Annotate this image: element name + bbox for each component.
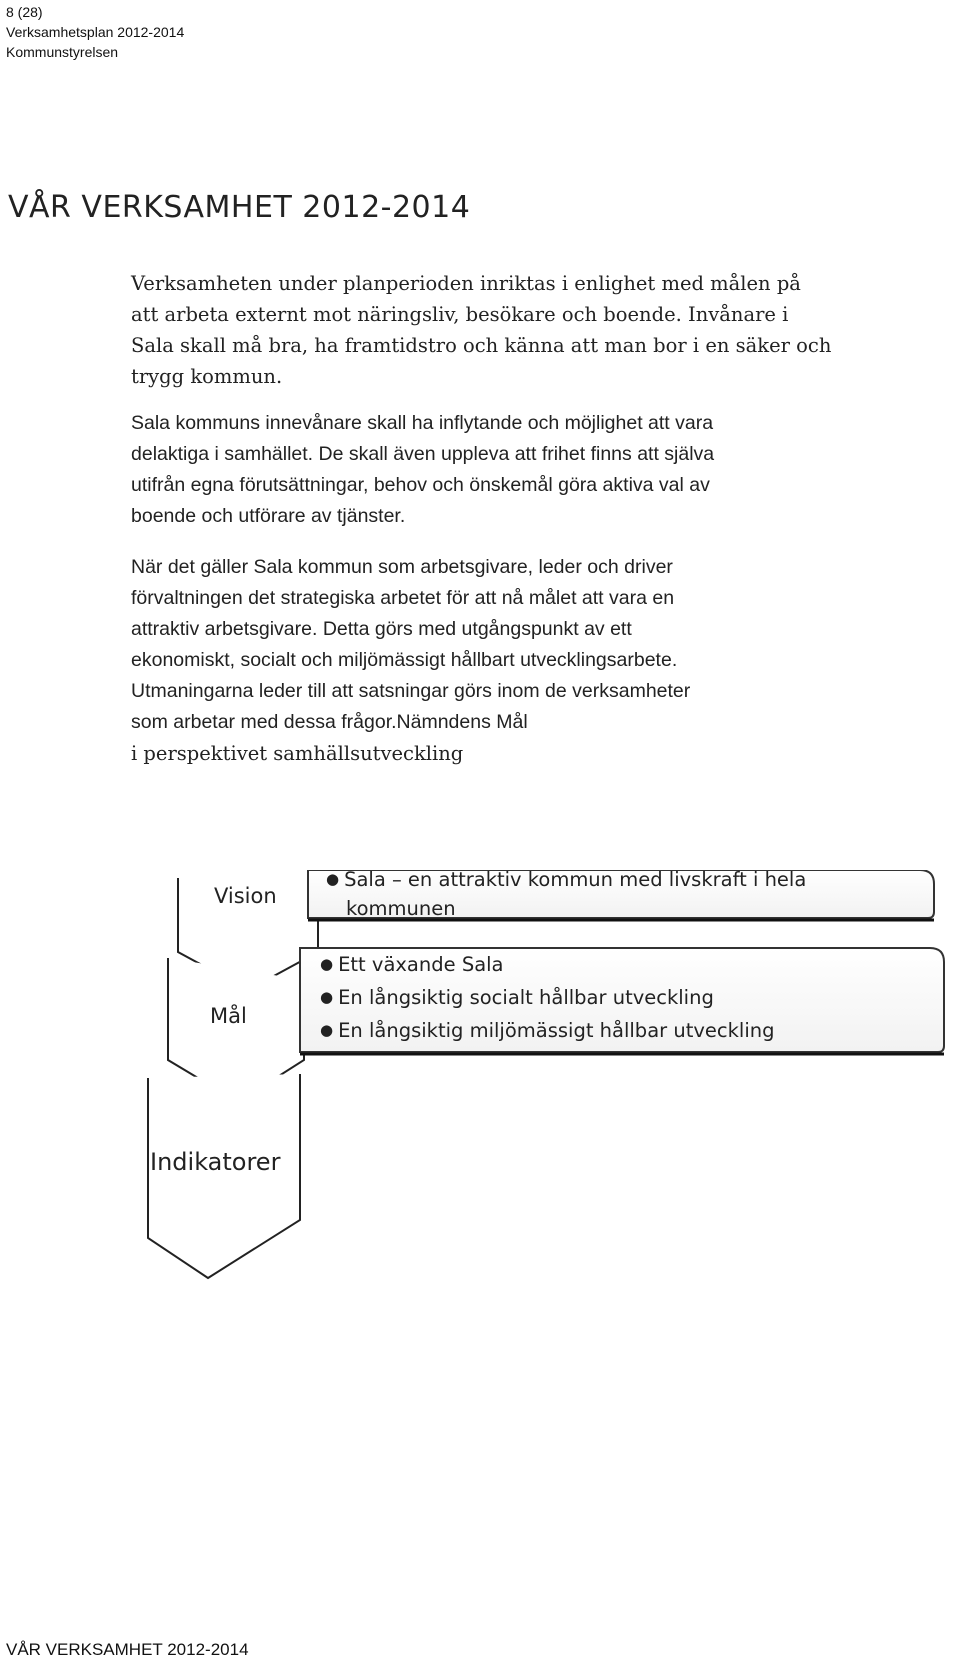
page-header (6, 2, 184, 62)
text-line: Verksamheten under planperioden inriktas i enlighet med målen på (131, 272, 801, 295)
text-line: delaktiga i samhället. De skall även uppleva att frihet finns att själva (131, 443, 715, 465)
indikatorer-label: Indikatorer (150, 1148, 281, 1176)
bullet-icon: ● (320, 988, 334, 1006)
indikatorer-chevron (148, 1074, 300, 1278)
text-line: boende och utförare av tjänster. (131, 505, 406, 527)
department-name: Kommunstyrelsen (6, 44, 119, 60)
mal-item: ● Ett växande Sala (320, 953, 504, 976)
paragraph-1 (131, 268, 871, 392)
document-title: Verksamhetsplan 2012-2014 (6, 24, 185, 40)
page-number: 8 (28) (6, 4, 43, 20)
text-line: Utmaningarna leder till att satsningar görs inom de verksamheter (131, 680, 691, 702)
text-line: Sala kommuns innevånare skall ha inflytande och möjlighet att vara (131, 412, 714, 434)
text-line: förvaltningen det strategiska arbetet för att nå målet att vara en (131, 587, 675, 609)
paragraph-3 (131, 552, 871, 769)
mal-label: Mål (210, 1004, 247, 1028)
mal-item: ● En långsiktig miljömässigt hållbar utveckling (320, 1019, 775, 1042)
text-line: i perspektivet samhällsutveckling (131, 742, 464, 765)
text-line: ekonomiskt, socialt och miljömässigt hållbart utvecklingsarbete. (131, 649, 678, 671)
paragraph-2 (131, 408, 871, 532)
goal-hierarchy-diagram (0, 870, 960, 1350)
text-line: att arbeta externt mot näringsliv, besökare och boende. Invånare i (131, 303, 789, 326)
text-line: trygg kommun. (131, 365, 283, 388)
mal-item: ● En långsiktig socialt hållbar utveckling (320, 986, 714, 1009)
text-line: Sala skall må bra, ha framtidstro och känna att man bor i en säker och (131, 334, 832, 357)
section-title: VÅR VERKSAMHET 2012-2014 (8, 190, 471, 225)
mal-list (320, 949, 774, 1048)
text-line: attraktiv arbetsgivare. Detta görs med utgångspunkt av ett (131, 618, 632, 640)
vision-statement (326, 866, 806, 922)
diagram-shapes (0, 870, 960, 1350)
text-line: När det gäller Sala kommun som arbetsgivare, leder och driver (131, 556, 673, 578)
text-line: utifrån egna förutsättningar, behov och önskemål göra aktiva val av (131, 474, 710, 496)
text-line: som arbetar med dessa frågor.Nämndens Mål (131, 711, 528, 733)
page-footer: VÅR VERKSAMHET 2012-2014 (6, 1640, 249, 1659)
bullet-icon: ● (326, 870, 340, 888)
bullet-icon: ● (320, 955, 334, 973)
vision-item: ● Sala – en attraktiv kommun med livskraft i hela (326, 868, 807, 891)
vision-label: Vision (214, 884, 277, 908)
vision-item-continued: kommunen (346, 897, 456, 920)
bullet-icon: ● (320, 1021, 334, 1039)
